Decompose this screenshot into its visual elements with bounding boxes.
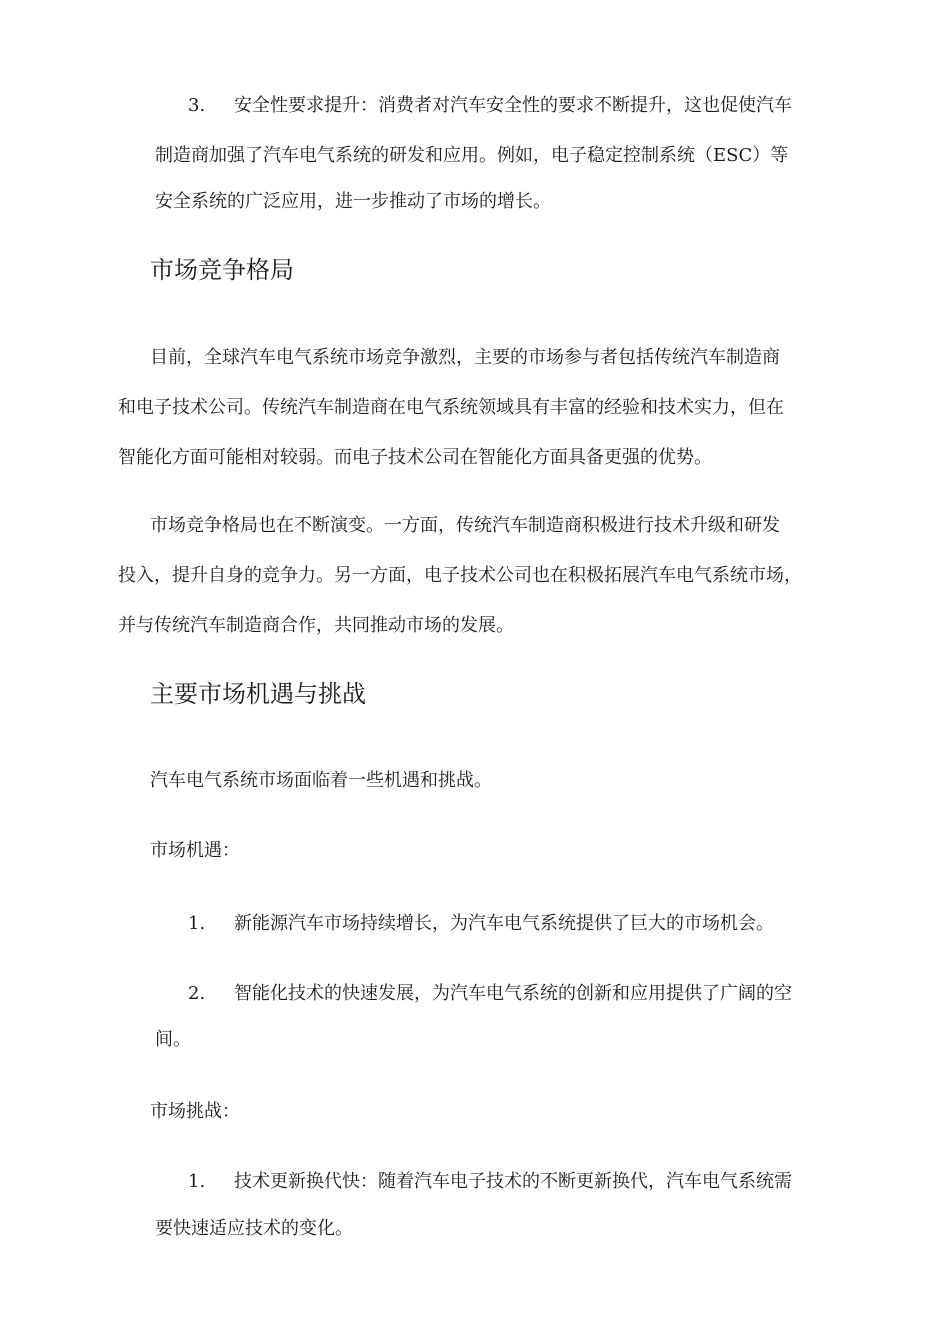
subsection-label: 市场机遇： — [150, 840, 240, 861]
paragraph-line: 并与传统汽车制造商合作，共同推动市场的发展。 — [118, 615, 514, 636]
paragraph-line: 投入，提升自身的竞争力。另一方面，电子技术公司也在积极拓展汽车电气系统市场， — [118, 565, 802, 586]
paragraph-line: 要快速适应技术的变化。 — [155, 1218, 353, 1239]
paragraph-line: 技术更新换代快：随着汽车电子技术的不断更新换代，汽车电气系统需 — [234, 1171, 792, 1192]
paragraph-line: 安全系统的广泛应用，进一步推动了市场的增长。 — [155, 191, 551, 212]
paragraph-line: 智能化方面可能相对较弱。而电子技术公司在智能化方面具备更强的优势。 — [118, 447, 712, 468]
list-number: 2. — [188, 983, 206, 1004]
subsection-label: 市场挑战： — [150, 1101, 240, 1122]
list-number: 1. — [188, 1171, 206, 1192]
paragraph-line: 新能源汽车市场持续增长，为汽车电气系统提供了巨大的市场机会。 — [234, 913, 774, 934]
list-number: 3. — [188, 95, 206, 116]
paragraph-line: 间。 — [155, 1029, 191, 1050]
section-heading: 市场竞争格局 — [150, 256, 294, 284]
paragraph-line: 汽车电气系统市场面临着一些机遇和挑战。 — [150, 770, 492, 791]
list-number: 1. — [188, 913, 206, 934]
paragraph-line: 市场竞争格局也在不断演变。一方面，传统汽车制造商积极进行技术升级和研发 — [150, 515, 780, 536]
paragraph-line: 目前，全球汽车电气系统市场竞争激烈，主要的市场参与者包括传统汽车制造商 — [150, 347, 780, 368]
paragraph-line: 智能化技术的快速发展，为汽车电气系统的创新和应用提供了广阔的空 — [234, 983, 792, 1004]
paragraph-line: 制造商加强了汽车电气系统的研发和应用。例如，电子稳定控制系统（ESC）等 — [155, 145, 789, 166]
paragraph-line: 安全性要求提升：消费者对汽车安全性的要求不断提升，这也促使汽车 — [234, 95, 792, 116]
paragraph-line: 和电子技术公司。传统汽车制造商在电气系统领域具有丰富的经验和技术实力，但在 — [118, 397, 784, 418]
section-heading: 主要市场机遇与挑战 — [150, 680, 366, 708]
